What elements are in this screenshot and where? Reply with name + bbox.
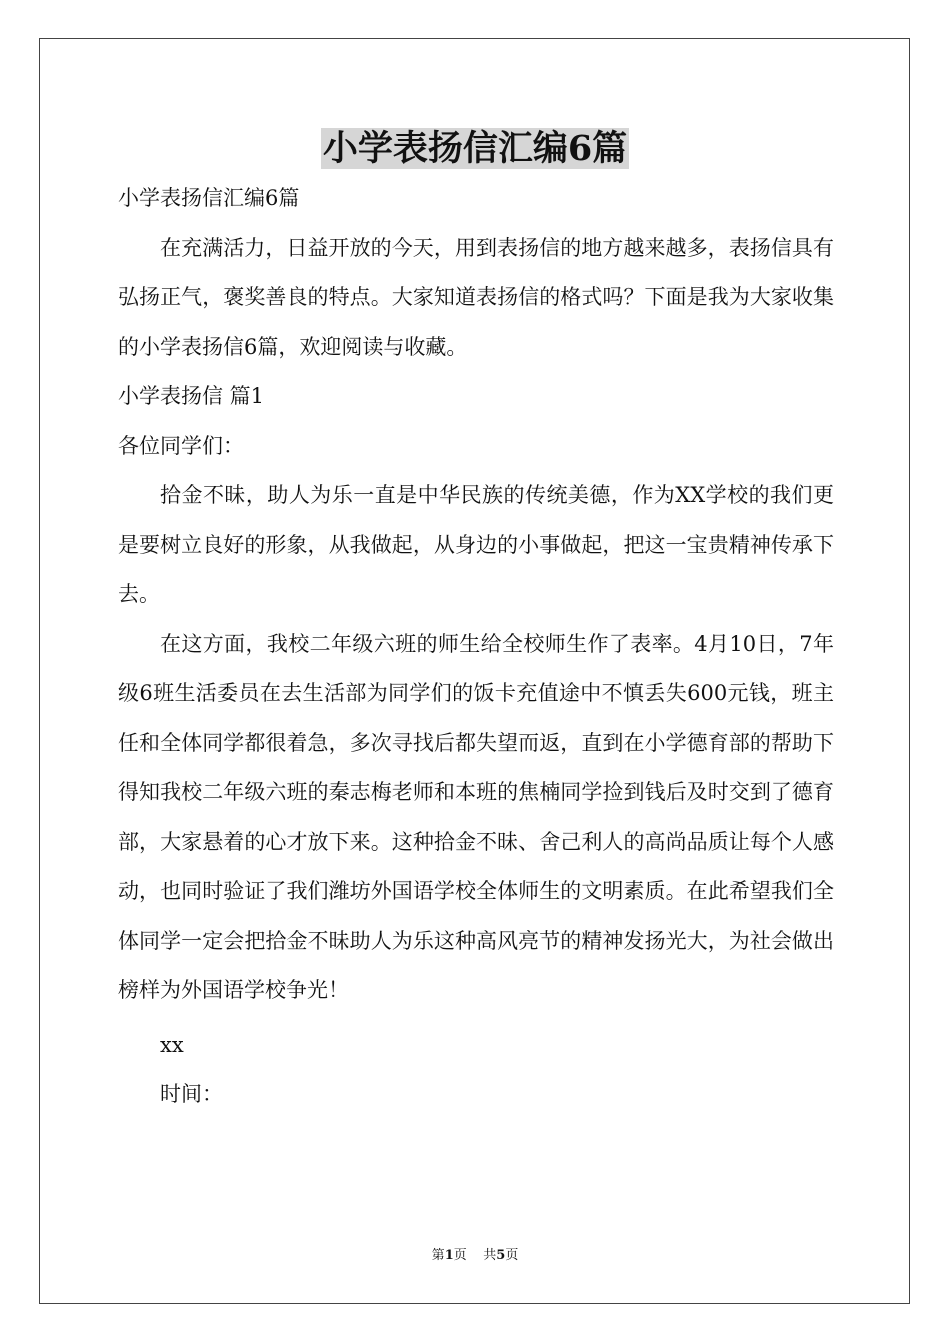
- date-label: 时间：: [160, 1082, 223, 1106]
- signature: xx: [160, 1032, 184, 1057]
- salutation: 各位同学们：: [118, 433, 244, 458]
- body-paragraph-2: 在这方面，我校二年级六班的师生给全校师生作了表率。4月10日，7年级6班生活委员在去生活部为同学们的饭卡充值途中不慎丢失600元钱，班主任和全体同学都很着急，多次寻找后都失望而返，直到在小学德育部的帮助下得知我校二年级六班的秦志梅老师和本班的焦楠同学捡到钱后及时交到了德育部，大家悬着的心才放下来。这种拾金不昧、舍己利人的高尚品质让每个人感动，也同时验证了我们潍坊外国语学校全体师生的文明素质。在此希望我们全体同学一定会把拾金不昧助人为乐这种高风亮节的精神发扬光大，为社会做出榜样为外国语学校争光！: [118, 631, 834, 1002]
- intro-paragraph: 在充满活力，日益开放的今天，用到表扬信的地方越来越多，表扬信具有弘扬正气，褒奖善良的特点。大家知道表扬信的格式吗？下面是我为大家收集的小学表扬信6篇，欢迎阅读与收藏。: [118, 235, 834, 359]
- document-title: [0, 124, 950, 174]
- body-paragraph-1: 拾金不昧，助人为乐一直是中华民族的传统美德，作为XX学校的我们更是要树立良好的形象，从我做起，从身边的小事做起，把这一宝贵精神传承下去。: [118, 483, 834, 606]
- footer-page-current: 1: [444, 1248, 454, 1263]
- document-subtitle: 小学表扬信汇编6篇: [118, 186, 300, 210]
- section-heading: 小学表扬信 篇1: [118, 384, 265, 408]
- footer-prefix: 第: [431, 1248, 445, 1263]
- title-text: 小学表扬信汇编6篇: [322, 128, 628, 169]
- footer-suffix: 页: [505, 1248, 519, 1263]
- page-footer: [0, 1246, 950, 1266]
- footer-page-mid: 页 共: [453, 1248, 497, 1263]
- footer-page-total: 5: [496, 1248, 506, 1263]
- document-body: [118, 174, 834, 1120]
